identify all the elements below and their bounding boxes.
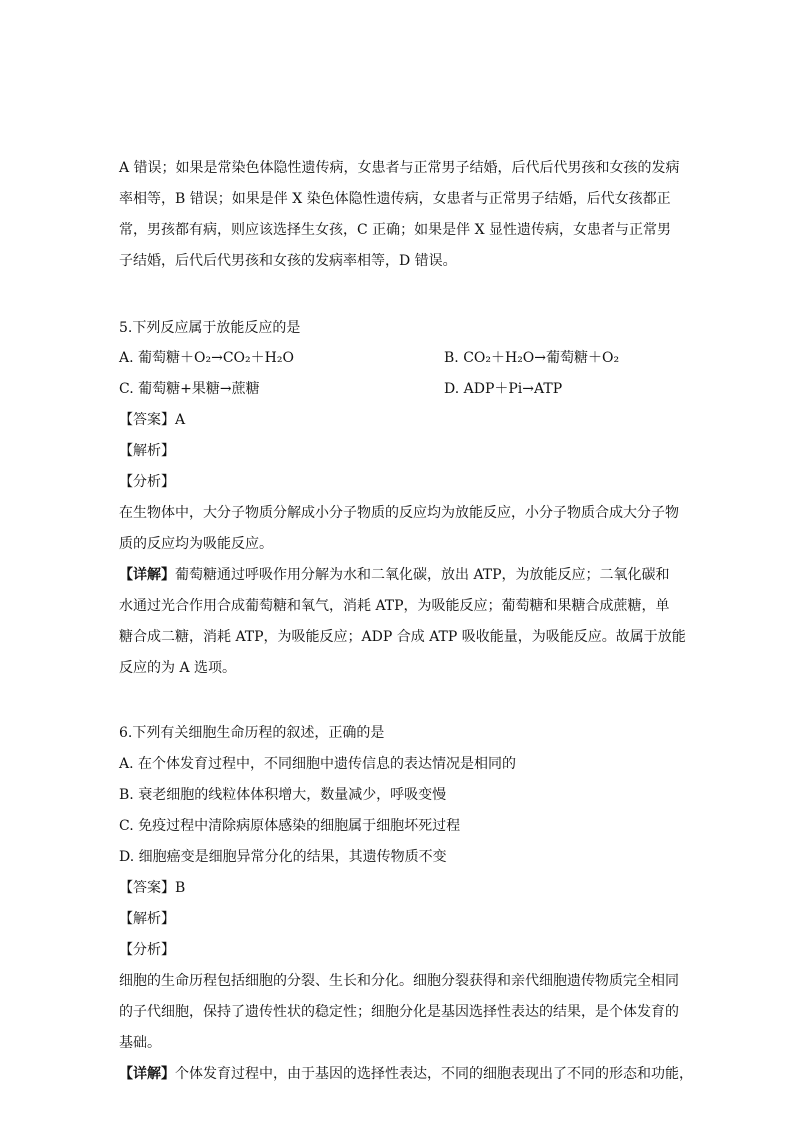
- q5-answer: 【答案】A: [119, 412, 186, 428]
- q6-option-d: D. 细胞癌变是细胞异常分化的结果，其遗传物质不变: [119, 849, 447, 865]
- intro-line-4: 子结婚，后代后代男孩和女孩的发病率相等，D 错误。: [119, 253, 457, 269]
- q5-fenxi-heading: 【分析】: [119, 474, 175, 490]
- q5-analysis-line-2: 质的反应均为吸能反应。: [119, 536, 273, 552]
- q5-analysis-line-1: 在生物体中，大分子物质分解成小分子物质的反应均为放能反应，小分子物质合成大分子物: [119, 505, 679, 521]
- q5-detail-text-1: 葡萄糖通过呼吸作用分解为水和二氧化碳，放出 ATP，为放能反应；二氧化碳和: [175, 567, 670, 583]
- q5-jiexi-heading: 【解析】: [119, 443, 175, 459]
- intro-line-2: 率相等，B 错误；如果是伴 X 染色体隐性遗传病，女患者与正常男子结婚，后代女孩都正: [119, 191, 671, 207]
- q6-jiexi-heading: 【解析】: [119, 911, 175, 927]
- q6-option-c: C. 免疫过程中清除病原体感染的细胞属于细胞坏死过程: [119, 818, 461, 834]
- q6-analysis-line-2: 的子代细胞，保持了遗传性状的稳定性；细胞分化是基因选择性表达的结果，是个体发育的: [119, 1004, 679, 1020]
- q6-detail-line-1: [119, 1064, 693, 1084]
- q5-option-a: A. 葡萄糖＋O₂→CO₂＋H₂O: [119, 350, 294, 366]
- q6-detail-text-1: 个体发育过程中，由于基因的选择性表达，不同的细胞表现出了不同的形态和功能，: [175, 1066, 693, 1082]
- q5-option-d: D. ADP＋Pi→ATP: [444, 381, 563, 397]
- q5-detail-line-3: 糖合成二糖，消耗 ATP，为吸能反应；ADP 合成 ATP 吸收能量，为吸能反应。故属于放能: [119, 629, 686, 645]
- q6-analysis-line-1: 细胞的生命历程包括细胞的分裂、生长和分化。细胞分裂获得和亲代细胞遗传物质完全相同: [119, 973, 679, 989]
- q6-answer: 【答案】B: [119, 880, 186, 896]
- q6-stem: 6.下列有关细胞生命历程的叙述，正确的是: [119, 725, 385, 741]
- q5-option-c: C. 葡萄糖+果糖→蔗糖: [119, 381, 260, 397]
- q6-detail-label: 【详解】: [119, 1066, 175, 1082]
- q6-option-b: B. 衰老细胞的线粒体体积增大，数量减少，呼吸变慢: [119, 787, 447, 803]
- intro-line-1: A 错误；如果是常染色体隐性遗传病，女患者与正常男子结婚，后代后代男孩和女孩的发病: [119, 160, 680, 176]
- q5-detail-line-4: 反应的为 A 选项。: [119, 660, 237, 676]
- q5-stem: 5.下列反应属于放能反应的是: [119, 320, 301, 336]
- q5-detail-label: 【详解】: [119, 567, 175, 583]
- q5-detail-line-1: [119, 565, 679, 585]
- q5-option-b: B. CO₂＋H₂O→葡萄糖＋O₂: [444, 350, 620, 366]
- q6-analysis-line-3: 基础。: [119, 1035, 161, 1051]
- q6-fenxi-heading: 【分析】: [119, 942, 175, 958]
- q5-detail-line-2: 水通过光合作用合成葡萄糖和氧气，消耗 ATP，为吸能反应；葡萄糖和果糖合成蔗糖，单: [119, 598, 670, 614]
- intro-line-3: 常，男孩都有病，则应该选择生女孩，C 正确；如果是伴 X 显性遗传病，女患者与正常男: [119, 222, 672, 238]
- q6-option-a: A. 在个体发育过程中，不同细胞中遗传信息的表达情况是相同的: [119, 756, 517, 772]
